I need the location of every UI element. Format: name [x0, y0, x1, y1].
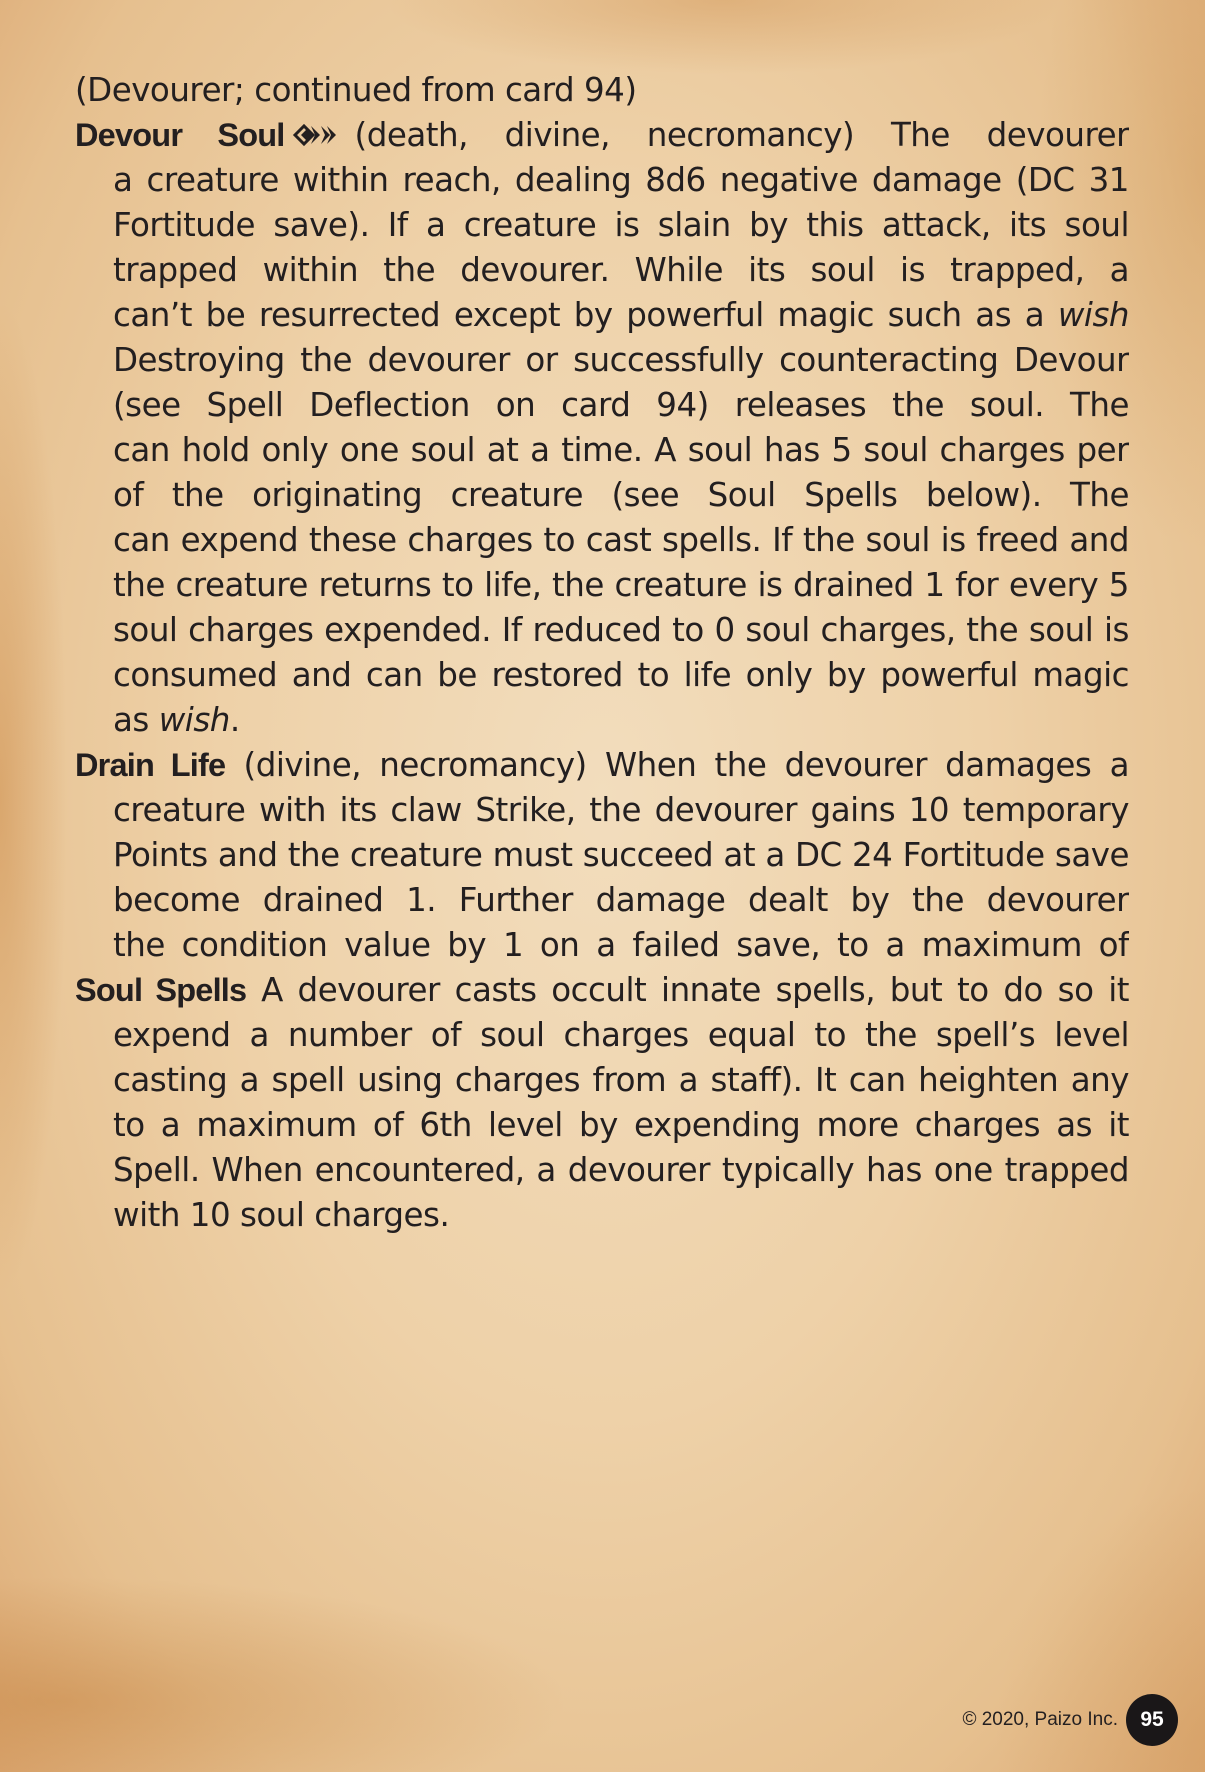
- ability-text: as: [113, 701, 149, 739]
- ability-drain-life: [75, 743, 1129, 968]
- ability-name: Soul Spells: [75, 972, 247, 1008]
- continuation-note: (Devourer; continued from card 94): [75, 71, 637, 109]
- card-footer: [962, 1694, 1178, 1746]
- two-action-icon: [291, 115, 347, 158]
- ability-text: can hold only one soul at a time. A soul has 5 soul charges per: [113, 431, 1129, 469]
- ability-text: of the originating creature (see Soul Spells below). The: [113, 476, 1129, 514]
- ability-name: Devour Soul: [75, 117, 285, 153]
- ability-text: with 10 soul charges.: [113, 1196, 450, 1234]
- ability-text: the creature returns to life, the creature is drained 1 for every 5: [113, 566, 1129, 604]
- ability-text: (divine, necromancy) When the devourer damages a: [243, 746, 1129, 784]
- ability-text: a creature within reach, dealing 8d6 negative damage (DC 31: [113, 161, 1129, 199]
- ability-text: (death, divine, necromancy) The devourer: [354, 116, 1129, 154]
- ability-soul-spells: [75, 968, 1129, 1238]
- ability-text: expend a number of soul charges equal to the spell’s level: [113, 1016, 1129, 1054]
- ability-text: consumed and can be restored to life only by powerful magic: [113, 656, 1129, 694]
- ability-text: (see Spell Deflection on card 94) releases the soul. The: [113, 386, 1129, 424]
- spell-reference: wish: [158, 701, 230, 739]
- ability-text: the condition value by 1 on a failed save, to a maximum of: [113, 926, 1129, 964]
- ability-text: soul charges expended. If reduced to 0 soul charges, the soul is: [113, 611, 1129, 649]
- ability-devour-soul: Devour Soul (death, divine, necromancy) The devourer a creature within reach, dealing 8d6 negative damage (DC 31 Fortitude save). If a creature is slain by this attack, its soul trapped within the devourer. While its soul is trapped, a can’t be resurrected except by powerful magic such as a wish Destroying the devourer or successfully counteracting Devour (see Spell Deflection on card 94) releases the soul. The can hold only one soul at a time. A soul has 5 soul charges per of the originating creature (see Soul Spells below). The can expend these charges to cast spells. If the soul is freed and the creature returns to life, the creature is drained 1 for every 5 soul charges expended. If reduced to 0 soul charges, the soul is consumed and can be restored to life only by powerful magic as wish.: [75, 116, 1129, 739]
- ability-text: can expend these charges to cast spells. If the soul is freed and: [113, 521, 1129, 559]
- copyright-notice: © 2020, Paizo Inc.: [962, 1709, 1118, 1730]
- spell-reference: wish: [1057, 296, 1129, 334]
- ability-text: can’t be resurrected except by powerful magic such as a: [113, 296, 1045, 334]
- ability-text: Fortitude save). If a creature is slain by this attack, its soul: [113, 206, 1129, 244]
- ability-text: Destroying the devourer or successfully counteracting Devour: [113, 341, 1129, 379]
- ability-text: Points and the creature must succeed at a DC 24 Fortitude save: [113, 836, 1129, 874]
- ability-name: Drain Life: [75, 747, 226, 783]
- card-text: [75, 68, 1129, 1238]
- ability-text: trapped within the devourer. While its soul is trapped, a: [113, 251, 1129, 289]
- page-number-badge: 95: [1126, 1694, 1178, 1746]
- ability-text: to a maximum of 6th level by expending more charges as it: [113, 1106, 1129, 1144]
- ability-text: Spell. When encountered, a devourer typically has one trapped: [113, 1151, 1129, 1189]
- ability-text: become drained 1. Further damage dealt by the devourer: [113, 881, 1129, 919]
- ability-text: casting a spell using charges from a staff). It can heighten any: [113, 1061, 1129, 1099]
- ability-text: A devourer casts occult innate spells, but to do so it: [261, 971, 1129, 1009]
- ability-text: creature with its claw Strike, the devourer gains 10 temporary: [113, 791, 1129, 829]
